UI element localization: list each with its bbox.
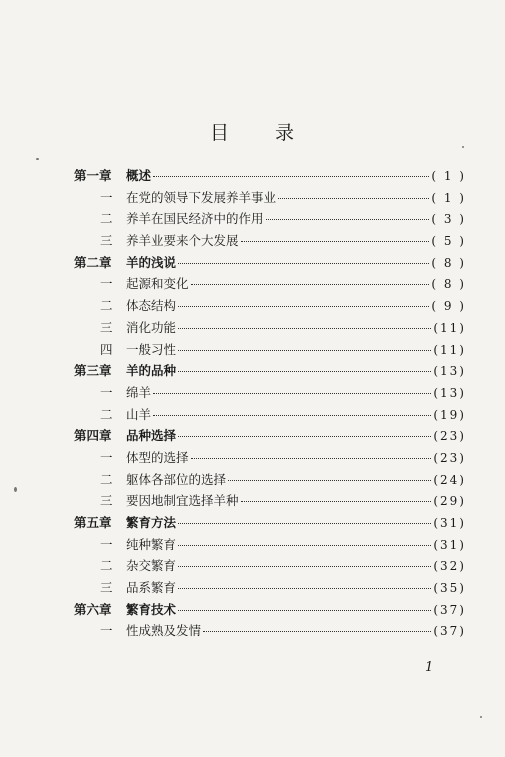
- toc-entry-number: 三: [100, 233, 113, 249]
- toc-section-row: [74, 405, 466, 427]
- dot-leader: [191, 458, 432, 459]
- toc-entry-page: (32): [433, 559, 466, 574]
- toc-entry-number: 二: [100, 406, 113, 422]
- toc-entry-title: 躯体各部位的选择: [126, 471, 227, 487]
- dot-leader: [266, 219, 430, 220]
- toc-section-row: [74, 296, 466, 318]
- scan-speck: [36, 158, 39, 160]
- toc-section-row: [74, 209, 466, 231]
- dot-leader: [228, 480, 431, 481]
- toc-entry-title: 起源和变化: [126, 276, 189, 292]
- toc-entry-number: 一: [100, 276, 113, 292]
- page-number: 1: [425, 660, 434, 675]
- toc-entry-page: (29): [433, 494, 466, 509]
- toc-entry-number: 一: [100, 384, 113, 400]
- toc-section-row: [74, 448, 466, 470]
- toc-entry-page: ( 8 ): [431, 277, 466, 292]
- toc-entry-title: 一般习性: [126, 341, 177, 357]
- toc-section-row: [74, 188, 466, 210]
- table-of-contents: [74, 166, 466, 643]
- toc-chapter-row: [74, 426, 466, 448]
- toc-entry-number: 第三章: [74, 363, 112, 379]
- toc-entry-title: 杂交繁育: [126, 558, 177, 574]
- toc-section-row: [74, 318, 466, 340]
- toc-entry-title: 消化功能: [126, 319, 177, 335]
- toc-section-row: [74, 470, 466, 492]
- scan-speck: [462, 146, 464, 148]
- toc-entry-page: ( 3 ): [431, 212, 466, 227]
- toc-entry-page: ( 1 ): [431, 169, 466, 183]
- toc-entry-title: 养羊业要来个大发展: [126, 233, 239, 249]
- toc-entry-title: 要因地制宜选择羊种: [126, 493, 239, 509]
- dot-leader: [203, 631, 431, 632]
- toc-entry-title: 体态结构: [126, 298, 177, 314]
- dot-leader: [241, 501, 432, 502]
- dot-leader: [178, 610, 431, 611]
- toc-entry-number: 二: [100, 211, 113, 227]
- toc-section-row: [74, 578, 466, 600]
- toc-entry-number: 一: [100, 623, 113, 639]
- toc-entry-number: 三: [100, 580, 113, 596]
- toc-chapter-row: [74, 253, 466, 275]
- page-title: 目 录: [209, 122, 296, 144]
- toc-entry-title: 绵羊: [126, 384, 152, 400]
- toc-section-row: [74, 556, 466, 578]
- toc-entry-page: ( 5 ): [431, 234, 466, 249]
- toc-section-row: [74, 621, 466, 643]
- toc-entry-page: (11): [433, 320, 466, 335]
- dot-leader: [178, 306, 429, 307]
- dot-leader: [178, 588, 431, 589]
- dot-leader: [153, 176, 429, 177]
- toc-entry-page: (11): [433, 342, 466, 357]
- dot-leader: [178, 371, 431, 372]
- toc-entry-title: 羊的浅说: [126, 254, 177, 270]
- toc-entry-number: 二: [100, 298, 113, 314]
- dot-leader: [153, 415, 431, 416]
- toc-entry-page: (13): [433, 364, 466, 379]
- dot-leader: [178, 328, 431, 329]
- toc-entry-number: 一: [100, 536, 113, 552]
- toc-entry-number: 第一章: [74, 168, 112, 183]
- toc-entry-page: (31): [433, 516, 466, 530]
- toc-entry-page: (35): [433, 581, 466, 596]
- toc-entry-number: 四: [100, 341, 113, 357]
- toc-entry-page: (23): [433, 429, 466, 444]
- dot-leader: [178, 350, 431, 351]
- toc-entry-number: 三: [100, 493, 113, 509]
- toc-entry-number: 二: [100, 558, 113, 574]
- toc-entry-title: 山羊: [126, 406, 152, 422]
- toc-section-row: [74, 535, 466, 557]
- dot-leader: [178, 263, 429, 264]
- toc-entry-number: 一: [100, 189, 113, 205]
- toc-entry-page: (19): [433, 407, 466, 422]
- toc-entry-number: 三: [100, 319, 113, 335]
- toc-entry-page: (13): [433, 385, 466, 400]
- toc-chapter-row: [74, 600, 466, 622]
- toc-entry-title: 概述: [126, 168, 152, 183]
- toc-entry-number: 第六章: [74, 601, 112, 617]
- dot-leader: [153, 393, 431, 394]
- toc-entry-title: 养羊在国民经济中的作用: [126, 211, 264, 227]
- toc-entry-title: 羊的品种: [126, 363, 177, 379]
- toc-entry-title: 品系繁育: [126, 580, 177, 596]
- toc-entry-page: (24): [433, 472, 466, 487]
- toc-entry-number: 第二章: [74, 254, 112, 270]
- toc-section-row: [74, 491, 466, 513]
- toc-entry-page: ( 8 ): [431, 255, 466, 270]
- toc-chapter-row: [74, 513, 466, 535]
- dot-leader: [241, 241, 430, 242]
- toc-entry-page: ( 1 ): [431, 190, 466, 205]
- toc-section-row: [74, 383, 466, 405]
- toc-entry-title: 性成熟及发情: [126, 623, 202, 639]
- dot-leader: [178, 545, 431, 546]
- dot-leader: [178, 566, 431, 567]
- toc-entry-title: 繁育技术: [126, 601, 177, 617]
- toc-entry-title: 品种选择: [126, 428, 177, 444]
- toc-entry-number: 第四章: [74, 428, 112, 444]
- toc-section-row: [74, 274, 466, 296]
- dot-leader: [178, 523, 431, 524]
- toc-entry-title: 体型的选择: [126, 449, 189, 465]
- scan-speck: [480, 716, 482, 718]
- toc-entry-title: 纯种繁育: [126, 536, 177, 552]
- toc-entry-title: 繁育方法: [126, 515, 177, 530]
- toc-entry-number: 二: [100, 471, 113, 487]
- toc-entry-page: (37): [433, 624, 466, 639]
- toc-entry-page: (31): [433, 537, 466, 552]
- dot-leader: [178, 436, 431, 437]
- scan-speck: [14, 487, 17, 492]
- toc-entry-number: 一: [100, 449, 113, 465]
- dot-leader: [191, 284, 430, 285]
- toc-entry-page: (23): [433, 450, 466, 465]
- toc-chapter-row: [74, 166, 466, 188]
- toc-section-row: [74, 231, 466, 253]
- toc-chapter-row: [74, 361, 466, 383]
- dot-leader: [278, 198, 429, 199]
- toc-entry-title: 在党的领导下发展养羊事业: [126, 189, 277, 205]
- toc-section-row: [74, 340, 466, 362]
- toc-entry-number: 第五章: [74, 515, 112, 530]
- toc-entry-page: (37): [433, 602, 466, 617]
- toc-entry-page: ( 9 ): [431, 299, 466, 314]
